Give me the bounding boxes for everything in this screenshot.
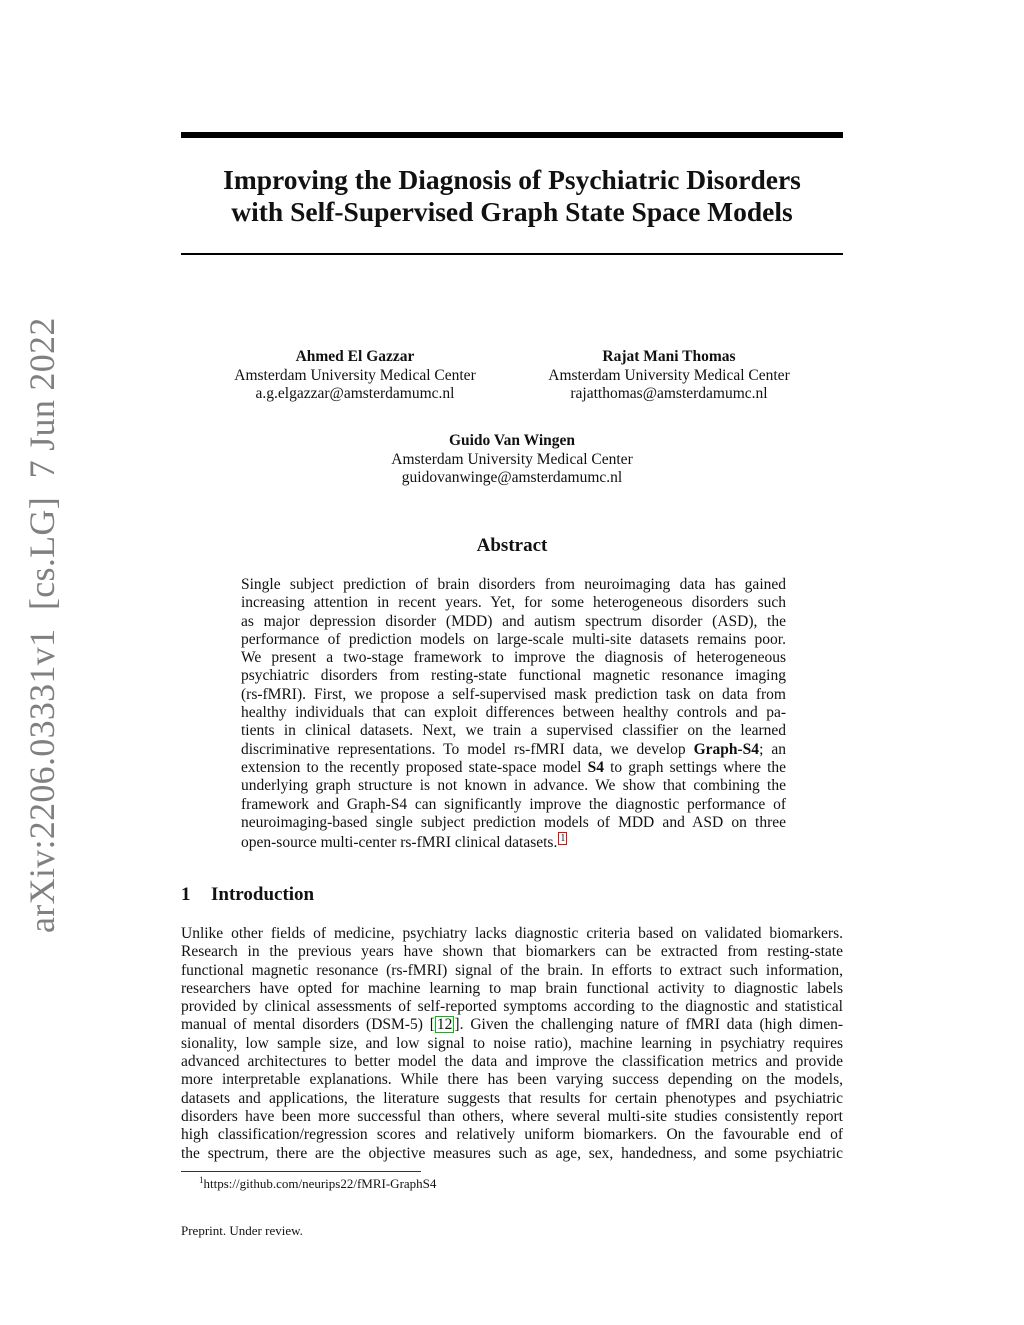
abstract-line: framework and Graph-S4 can significantly improve the diagnostic performance of — [241, 795, 786, 813]
introduction-body — [181, 925, 843, 1163]
abstract-line: We present a two-stage framework to improve the diagnosis of heterogeneous — [241, 649, 786, 667]
section-heading-introduction — [181, 884, 314, 906]
preprint-notice: Preprint. Under review. — [181, 1223, 303, 1238]
author-email[interactable]: rajatthomas@amsterdamumc.nl — [570, 385, 768, 402]
paragraph-line: datasets and applications, the literature suggests that results for certain phenotypes and psychiatric — [181, 1089, 843, 1107]
author-block — [519, 348, 819, 404]
title-line-1: Improving the Diagnosis of Psychiatric Disorders — [223, 164, 801, 195]
abstract-line — [241, 832, 786, 850]
abstract-line: Single subject prediction of brain disorders from neuroimaging data has gained — [241, 576, 786, 593]
author-affiliation: Amsterdam University Medical Center — [548, 366, 790, 384]
abstract-line: performance of prediction models on large-scale multi-site datasets remains poor. — [241, 630, 786, 648]
author-affiliation: Amsterdam University Medical Center — [391, 450, 633, 468]
paragraph-line: provided by clinical assessments of self-reported symptoms according to the diagnostic and statistical — [181, 998, 843, 1016]
graph-s4-term: Graph-S4 — [693, 740, 760, 758]
paragraph-line: disorders have been more successful than others, where several multi-site studies consistently report — [181, 1107, 843, 1125]
paragraph-line-text: manual of mental disorders (DSM-5) [ — [181, 1016, 435, 1034]
title-rule-top — [181, 132, 843, 138]
author-email[interactable]: a.g.elgazzar@amsterdamumc.nl — [255, 385, 455, 402]
author-block — [205, 348, 505, 404]
paragraph-line: Research in the previous years have shown that biomarkers can be extracted from resting-state — [181, 943, 843, 961]
abstract-line-text: discriminative representations. To model rs-fMRI data, we develop — [241, 740, 694, 758]
paragraph-line-text: ]. Given the challenging nature of fMRI data (high dimen- — [454, 1016, 843, 1034]
abstract-line-text: open-source multi-center rs-fMRI clinical datasets. — [241, 834, 558, 852]
abstract-line: psychiatric disorders from resting-state functional magnetic resonance imaging — [241, 667, 786, 685]
section-title: Introduction — [211, 884, 315, 905]
abstract-body — [241, 576, 786, 850]
abstract-line: healthy individuals that can exploit differences between healthy controls and pa- — [241, 704, 786, 722]
s4-term: S4 — [587, 758, 604, 776]
abstract-line: increasing attention in recent years. Yet, for some heterogeneous disorders such — [241, 594, 786, 612]
footnote-link[interactable]: 1 — [560, 833, 566, 845]
abstract-line-text: extension to the recently proposed state-space model — [241, 758, 588, 776]
author-name: Guido Van Wingen — [448, 432, 576, 449]
author-block — [362, 432, 662, 488]
abstract-line: underlying graph structure is not known in advance. We show that combining the — [241, 777, 786, 795]
abstract-line: (rs-fMRI). First, we propose a self-supervised mask prediction task on data from — [241, 685, 786, 703]
paper-title — [181, 164, 843, 228]
paragraph-line: high classification/regression scores and relatively uniform biomarkers. On the favourable end of — [181, 1126, 843, 1144]
section-number: 1 — [181, 884, 191, 905]
abstract-line: tients in clinical datasets. Next, we train a supervised classifier on the learned — [241, 722, 786, 740]
paragraph-line: Unlike other fields of medicine, psychiatry lacks diagnostic criteria based on validated biomarkers. — [181, 925, 843, 942]
citation-link[interactable]: 12 — [436, 1016, 453, 1034]
abstract-line: neuroimaging-based single subject prediction models of MDD and ASD on three — [241, 813, 786, 831]
abstract-line-text: to graph settings where the — [610, 758, 787, 776]
author-name: Rajat Mani Thomas — [602, 348, 736, 365]
paragraph-line: the spectrum, there are the objective measures such as age, sex, handedness, and some psychiatric — [181, 1144, 843, 1162]
author-email[interactable]: guidovanwinge@amsterdamumc.nl — [401, 469, 623, 486]
abstract-line — [241, 741, 786, 759]
footnote-url[interactable]: https://github.com/neurips22/fMRI-GraphS4 — [203, 1176, 437, 1191]
footnote-mark: 1 — [199, 1175, 204, 1185]
abstract-line: as major depression disorder (MDD) and autism spectrum disorder (ASD), the — [241, 612, 786, 630]
footnote-rule — [181, 1171, 421, 1172]
paragraph-line: functional magnetic resonance (rs-fMRI) signal of the brain. In efforts to extract such information, — [181, 961, 843, 979]
abstract-line — [241, 759, 786, 777]
title-rule-bottom — [181, 253, 843, 255]
paragraph-line: more interpretable explanations. While there has been varying success depending on the models, — [181, 1071, 843, 1089]
author-affiliation: Amsterdam University Medical Center — [234, 366, 476, 384]
title-line-2: with Self-Supervised Graph State Space Models — [231, 196, 793, 227]
paragraph-line: advanced architectures to better model the data and improve the classification metrics and provide — [181, 1053, 843, 1071]
abstract-line-text: ; an — [759, 740, 786, 758]
arxiv-identifier: arXiv:2206.03331v1 [cs.LG] 7 Jun 2022 — [22, 317, 62, 933]
abstract-heading: Abstract — [476, 535, 548, 556]
footnote — [199, 1176, 436, 1192]
author-name: Ahmed El Gazzar — [295, 348, 415, 365]
paragraph-line: sionality, low sample size, and low signal to noise ratio), machine learning in psychiatry requires — [181, 1034, 843, 1052]
paragraph-line: researchers have opted for machine learning to map brain functional activity to diagnostic labels — [181, 979, 843, 997]
paragraph-line — [181, 1016, 843, 1034]
